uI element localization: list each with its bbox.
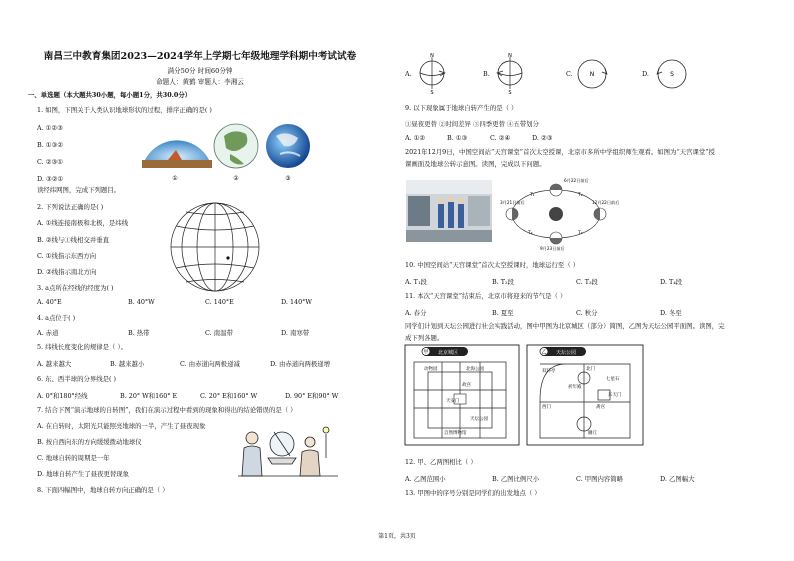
q5-option-d: D. 由赤道向两极递增 xyxy=(270,360,331,368)
q7-option-b: B. 按自西向东的方向缓缓拨动地球仪 xyxy=(37,438,142,446)
q2-option-d: D. ②线指示南北方向 xyxy=(37,268,97,276)
orbit-label-december: 12月22日前后 xyxy=(592,200,620,205)
q6-option-a: A. 0°和180°经线 xyxy=(37,392,88,400)
map-yi-title: 天坛公园 xyxy=(555,350,577,356)
q1-label-3: ③ xyxy=(285,175,291,182)
space-class-photo xyxy=(406,180,492,242)
q7-option-d: D. 地球自转产生了昼夜更替现象 xyxy=(37,470,130,478)
graticule-globe-figure xyxy=(168,200,262,294)
q8-option-d-label: D. xyxy=(642,70,649,78)
q3-option-b: B. 40°W xyxy=(128,298,155,306)
passage-space-class-line2: 课画面及地球公转示意图。读图，完成以下问题。 xyxy=(405,160,546,168)
q7-stem: 7. 结合下图“演示地球的自转图”，我们在演示过程中看到的现象和得出的结论错误的是（ ） xyxy=(37,406,297,414)
orbit-label-march: 3月21日前后 xyxy=(500,200,525,205)
q8-option-c-polar-view xyxy=(572,56,612,92)
q8-option-b-globe xyxy=(490,52,530,94)
q8-c-north: N xyxy=(589,71,595,78)
q9-stem: 9. 以下现象属于地球自转产生的是（ ） xyxy=(405,104,518,112)
orbit-seg-t4: T₄ xyxy=(528,231,533,236)
map-yi-tag: 乙 xyxy=(541,349,547,356)
q10-option-d: D. T₄段 xyxy=(660,278,683,286)
q5-stem: 5. 纬线长度变化的规律是（ ）。 xyxy=(37,343,128,351)
q9-items: ①昼夜更替 ②时间差异 ③四季更替 ④五带划分 xyxy=(405,120,539,128)
q3-option-d: D. 140°W xyxy=(281,298,312,306)
exam-info-authors: 命题人：黄鹤 审题人：李湘云 xyxy=(156,78,244,86)
q7-option-c: C. 地球自转的周期是一年 xyxy=(37,454,110,462)
q8-d-south: S xyxy=(670,71,674,78)
q12-stem: 12. 甲、乙两图相比（ ） xyxy=(405,458,477,466)
q1-label-1: ① xyxy=(172,175,178,182)
q1-earth-shape-images xyxy=(138,118,318,184)
map-yi-shuanghuan: 双环亭 xyxy=(542,369,556,374)
q10-option-a: A. T₁段 xyxy=(405,278,427,286)
map-yi-qixing: 七星石 xyxy=(606,377,620,382)
orbit-seg-t3: T₃ xyxy=(578,231,583,236)
q4-option-c: C. 南温带 xyxy=(205,329,233,337)
q12-option-c: C. 甲图内容简略 xyxy=(576,475,624,483)
map-jia-beihai: 北海公园 xyxy=(466,367,484,372)
orbit-label-june: 6月22日前后 xyxy=(564,178,589,183)
q11-option-c: C. 秋分 xyxy=(576,309,598,317)
q8-a-south: S xyxy=(430,90,434,96)
passage-space-class-line1: 2021年12月9日，中国空间站“天宫课堂”首次太空授课，北京市多所中学组织师生观看。如图为“天宫课堂”授 xyxy=(405,148,715,156)
q2-option-b: B. ②线与①线相交并垂直 xyxy=(37,236,110,244)
q6-option-b: B. 20° W和160° E xyxy=(120,392,178,400)
map-yi-east-gate: 东天门 xyxy=(608,393,622,398)
q5-option-a: A. 越来越大 xyxy=(37,360,72,368)
q4-option-b: B. 热带 xyxy=(128,329,150,337)
map-yi-north-gate: 北门 xyxy=(586,367,595,372)
q9-option-d: D. ②③ xyxy=(532,134,553,142)
q8-stem: 8. 下面四幅图中，地球自转方向正确的是（ ） xyxy=(37,486,169,494)
q3-option-c: C. 140°E xyxy=(205,298,234,306)
map-jia-title: 北京城区 xyxy=(437,350,459,356)
map-jia-tag: 甲 xyxy=(423,349,429,356)
q8-a-north: N xyxy=(430,53,434,59)
q3-stem: 3. a点所在经线的经度为( ) xyxy=(37,284,114,292)
map-jia-gugong: 故宫 xyxy=(462,383,471,388)
orbit-label-september: 9月23日前后 xyxy=(540,246,565,251)
q4-option-a: A. 赤道 xyxy=(37,329,59,337)
q6-option-d: D. 90° E和90° W xyxy=(285,392,339,400)
q8-option-a-label: A. xyxy=(405,70,412,78)
q13-stem: 13. 甲图中的序号分别是同学们的出发地点（ ） xyxy=(405,489,541,497)
q1-label-2: ② xyxy=(233,175,239,182)
q2-option-a: A. ①线连接南极和北极，是纬线 xyxy=(37,219,129,227)
map-jia-zoo: 动物园 xyxy=(424,367,438,372)
q1-stem: 1. 如图，下图关于人类认识地球形状的过程，排序正确的是( ) xyxy=(37,106,212,114)
map-yi-huanqiu: 圜丘 xyxy=(588,431,597,436)
q12-option-a: A. 乙图范围小 xyxy=(405,475,446,483)
q11-option-b: B. 夏至 xyxy=(492,309,514,317)
map-jia-museum: 自然博物馆 xyxy=(444,431,467,436)
q1-option-b: B. ①③② xyxy=(37,141,63,149)
q2-stem: 2. 下列说法正确的是( ) xyxy=(37,203,104,211)
q1-option-a: A. ①②③ xyxy=(37,124,63,132)
dome-sky-image xyxy=(142,140,212,168)
q11-option-a: A. 春分 xyxy=(405,309,427,317)
q4-stem: 4. a点位于( ) xyxy=(37,314,76,322)
q2-option-c: C. ①线指示东西方向 xyxy=(37,252,97,260)
section-heading: 一、单选题（本大题共30小题，每小题1分，共30.0分） xyxy=(28,91,192,99)
q10-stem: 10. 中国空间站“天宫课堂”首次太空授课时，地球运行至（ ） xyxy=(405,261,580,269)
q8-option-a-globe xyxy=(412,52,452,94)
q12-option-d: D. 乙图幅大 xyxy=(660,475,695,483)
q12-option-b: B. 乙图比例尺小 xyxy=(492,475,540,483)
passage-tiantan-line2: 成下列各题。 xyxy=(405,334,444,342)
globe-rotation-demo-figure xyxy=(238,418,338,480)
q7-option-a: A. 在自转时，太阳光只能照亮地球的一半，产生了昼夜现象 xyxy=(37,422,206,430)
q5-option-c: C. 由赤道向两极递减 xyxy=(180,360,240,368)
q10-option-b: B. T₂段 xyxy=(492,278,514,286)
globe-map-image xyxy=(214,124,258,168)
map-jia-tiantan: 天坛公园 xyxy=(470,417,488,422)
passage-tiantan-line1: 同学们计划到天坛公园进行社会实践活动，图中甲图为北京城区（部分）简图，乙图为天坛公园平面图。读图，完 xyxy=(405,322,725,330)
exam-title: 南昌三中教育集团2023—2024学年上学期七年级地理学科期中考试试卷 xyxy=(43,51,357,62)
q8-option-b-label: B. xyxy=(483,70,490,78)
earth-photo-image xyxy=(266,124,310,168)
q8-option-d-polar-view xyxy=(652,56,692,92)
exam-info-score-time: 满分50分 时间60分钟 xyxy=(167,67,233,75)
q6-stem: 6. 东、西半球的分界线是( ) xyxy=(37,375,117,383)
q1-option-c: C. ②③① xyxy=(37,158,63,166)
map-jia-tiananmen: 天安门 xyxy=(446,399,460,404)
q8-option-c-label: C. xyxy=(566,70,573,78)
q4-option-d: D. 南寒带 xyxy=(281,329,310,337)
map-yi-zhaigong: 斋宫 xyxy=(596,405,605,410)
q1-option-d: D. ③②① xyxy=(37,175,64,183)
q9-option-a: A. ①② xyxy=(405,134,426,142)
q10-option-c: C. T₃段 xyxy=(576,278,598,286)
q8-b-north: N xyxy=(508,53,512,59)
q11-stem: 11. 本次“天宫课堂”结束后，北京市将迎来的节气是（ ） xyxy=(405,292,567,300)
q9-option-b: B. ①③ xyxy=(447,134,468,142)
q8-b-south: S xyxy=(508,90,512,96)
orbit-seg-t2: T₂ xyxy=(578,193,583,198)
earth-revolution-diagram xyxy=(500,174,620,252)
page-footer: 第1页，共3页 xyxy=(378,533,416,540)
orbit-seg-t1: T₁ xyxy=(530,193,535,198)
q11-option-d: D. 冬至 xyxy=(660,309,682,317)
q6-option-c: C. 20° E和160° W xyxy=(200,392,258,400)
q5-option-b: B. 越来越小 xyxy=(110,360,145,368)
map-jia-beijing xyxy=(404,344,520,446)
read-instruction: 读经纬网图，完成下列题目。 xyxy=(37,186,121,194)
q3-option-a: A. 40°E xyxy=(37,298,62,306)
map-yi-tiantan-park xyxy=(526,344,644,446)
q9-option-c: C. ②④ xyxy=(490,134,511,142)
map-yi-qinian: 祈年殿 xyxy=(568,385,582,390)
map-yi-west-gate: 西门 xyxy=(542,405,551,410)
